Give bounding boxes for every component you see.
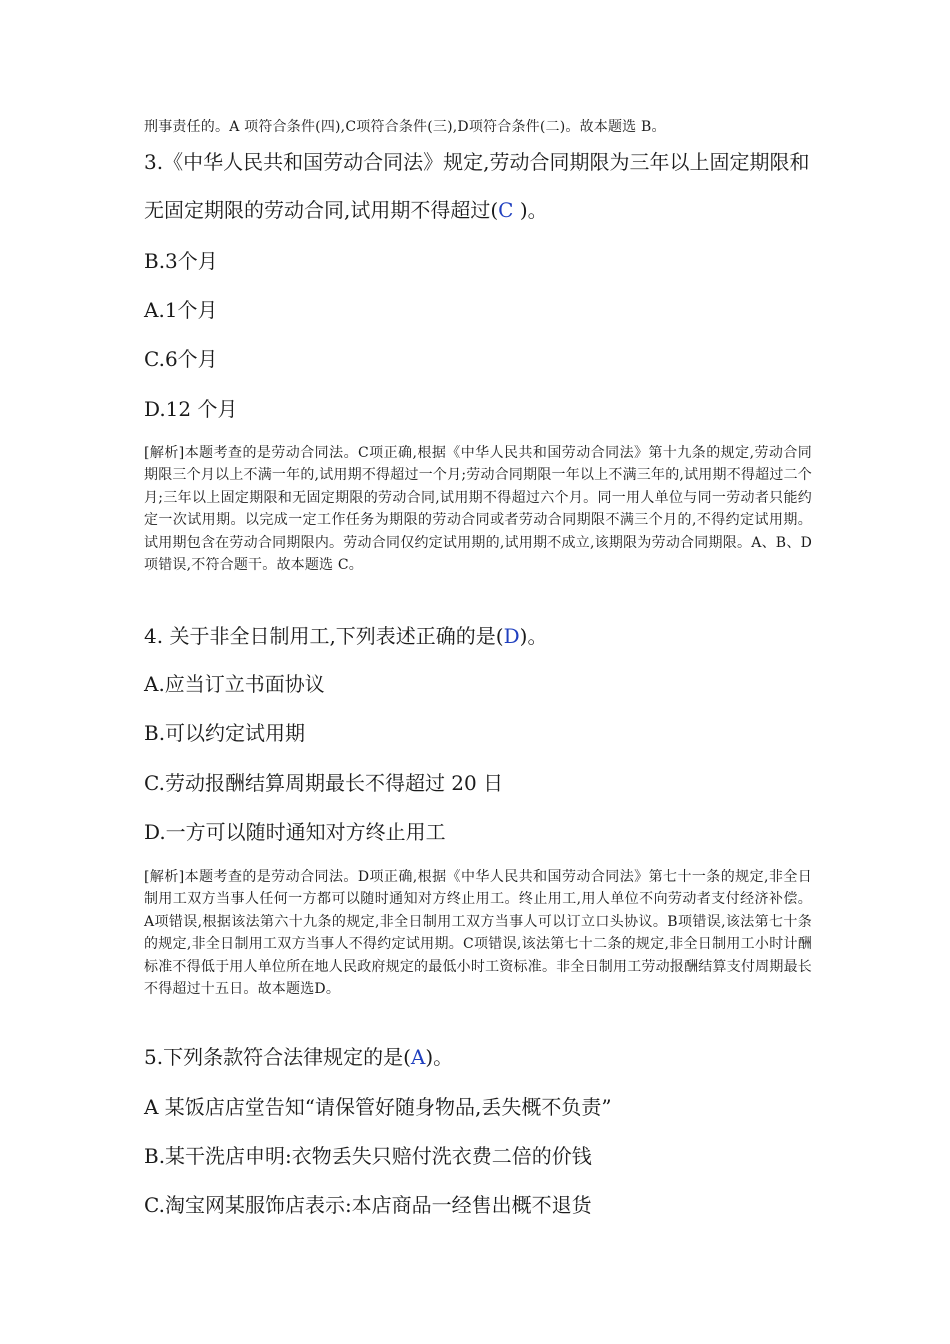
question-4-stem [144,622,814,650]
question-5-option: A 某饭店店堂告知“请保管好随身物品,丢失概不负责” [144,1095,612,1119]
question-3-stem-text: 3.《中华人民共和国劳动合同法》规定,劳动合同期限为三年以上固定期限和无固定期限的劳动合同,试用期不得超过( [144,150,810,222]
question-5-option: B.某干洗店申明:衣物丢失只赔付洗衣费二倍的价钱 [144,1144,592,1168]
question-4-option: A.应当订立书面协议 [144,672,325,696]
question-3-answer: C [498,198,514,222]
question-5-stem-end: )。 [425,1045,454,1069]
question-4-analysis: [解析]本题考查的是劳动合同法。D项正确,根据《中华人民共和国劳动合同法》第七十一条的规定,非全日制用工双方当事人任何一方都可以随时通知对方终止用工。终止用工,用人单位不向劳动者支付经济补偿。A项错误,根据该法第六十九条的规定,非全日制用工双方当事人可以订立口头协议。B项错误,该法第七十条的规定,非全日制用工双方当事人不得约定试用期。C项错误,该法第七十二条的规定,非全日制用工小时计酬标准不得低于用人单位所在地人民政府规定的最低小时工资标准。非全日制用工劳动报酬结算支付周期最长不得超过十五日。故本题选D。 [144,869,812,998]
question-4-stem-text: 4. 关于非全日制用工,下列表述正确的是( [144,624,504,648]
question-4-stem-end: )。 [519,624,548,648]
question-5-option: C.淘宝网某服饰店表示:本店商品一经售出概不退货 [144,1193,592,1217]
question-4-option: B.可以约定试用期 [144,721,306,745]
question-3-option: B.3个月 [144,249,218,273]
question-3-stem [144,138,814,234]
question-5-stem [144,1043,814,1071]
previous-analysis-tail: 刑事责任的。A 项符合条件(四),C项符合条件(三),D项符合条件(二)。故本题选 B。 [144,119,666,135]
question-5-answer: A [410,1045,426,1069]
question-4-answer: D [503,624,520,648]
question-4-option: D.一方可以随时通知对方终止用工 [144,820,446,844]
question-3-stem-end: )。 [513,198,548,222]
question-3-option: C.6个月 [144,347,218,371]
question-5-stem-text: 5.下列条款符合法律规定的是( [144,1045,411,1069]
question-3-option: D.12 个月 [144,397,238,421]
question-3-analysis: [解析]本题考查的是劳动合同法。C项正确,根据《中华人民共和国劳动合同法》第十九条的规定,劳动合同期限三个月以上不满一年的,试用期不得超过一个月;劳动合同期限一年以上不满三年的,试用期不得超过二个月;三年以上固定期限和无固定期限的劳动合同,试用期不得超过六个月。同一用人单位与同一劳动者只能约定一次试用期。以完成一定工作任务为期限的劳动合同或者劳动合同期限不满三个月的,不得约定试用期。试用期包含在劳动合同期限内。劳动合同仅约定试用期的,试用期不成立,该期限为劳动合同期限。A、B、D项错误,不符合题干。故本题选 C。 [144,445,812,574]
question-3-option: A.1个月 [144,298,218,322]
question-4-option: C.劳动报酬结算周期最长不得超过 20 日 [144,771,504,795]
